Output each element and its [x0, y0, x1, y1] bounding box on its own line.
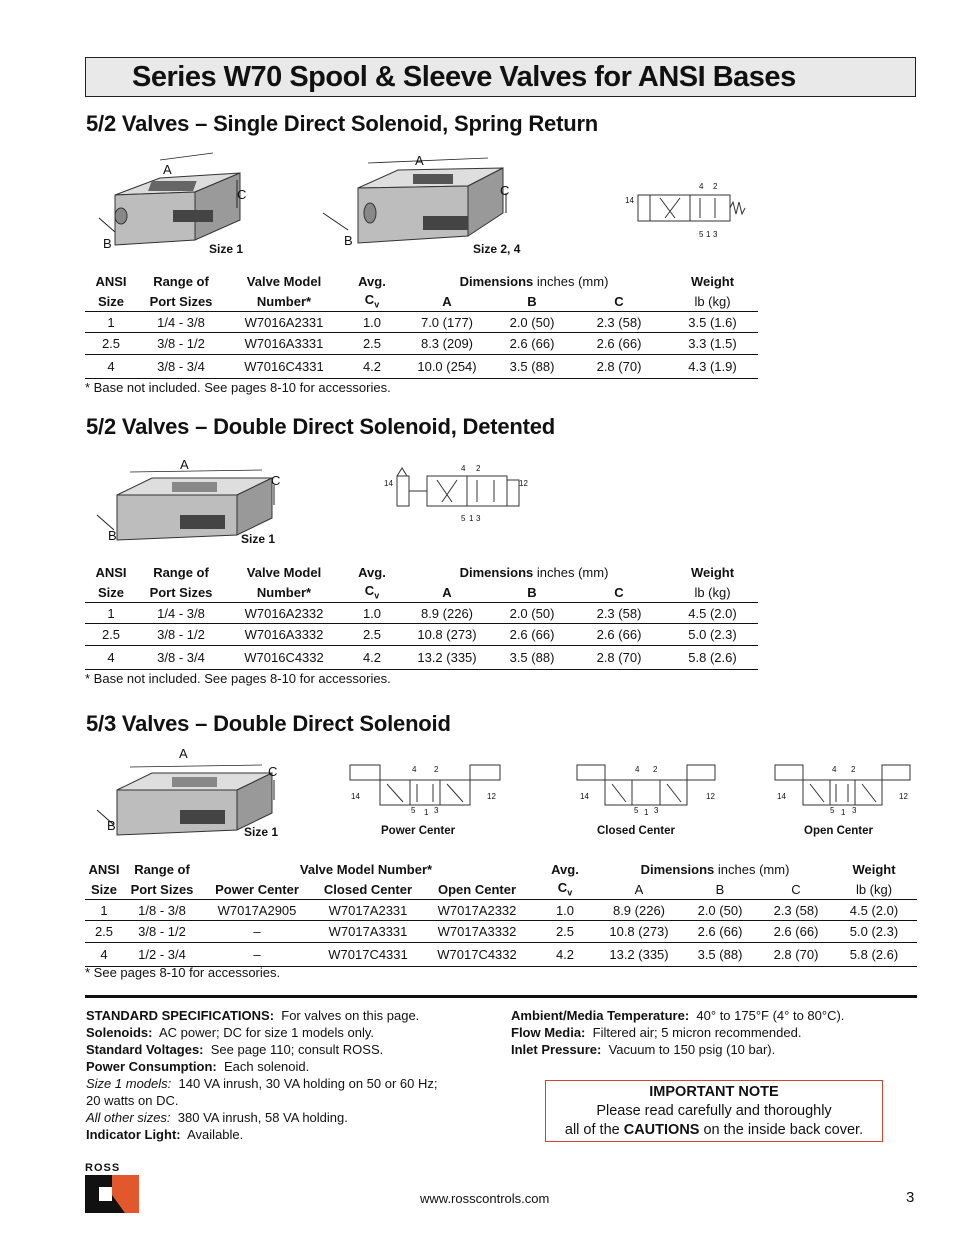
image-caption-size1: Size 1	[241, 532, 276, 546]
page-title: Series W70 Spool & Sleeve Valves for ANSI Bases	[132, 61, 796, 93]
standard-specifications	[86, 1007, 506, 1143]
spec-line: Standard Voltages: See page 110; consult ROSS.	[86, 1042, 384, 1057]
table-footnote: * Base not included. See pages 8-10 for accessories.	[85, 671, 391, 686]
th-open-center: Open Center	[437, 881, 516, 897]
spec-line: Solenoids: AC power; DC for size 1 models only.	[86, 1025, 375, 1040]
port-label: 3	[476, 514, 481, 523]
valve-symbol-single	[620, 178, 750, 238]
media-specifications	[511, 1007, 921, 1058]
th-range: Range of	[134, 861, 190, 877]
spec-line: Size 1 models: 140 VA inrush, 30 VA holding on 50 or 60 Hz;	[86, 1076, 438, 1091]
port-label: 3	[852, 806, 857, 815]
important-note-title: IMPORTANT NOTE	[649, 1084, 779, 1100]
th-model: Valve Model	[246, 564, 322, 580]
valve-table-double-detented	[85, 562, 758, 670]
valve-table-single-solenoid	[85, 271, 758, 379]
th-ansi-size: Size	[97, 293, 124, 309]
important-note-line1: Please read carefully and thoroughly	[596, 1103, 832, 1119]
th-number: Number*	[256, 293, 312, 309]
dim-label-c: C	[271, 473, 281, 488]
dim-label-b: B	[103, 236, 112, 251]
image-caption-size1: Size 1	[244, 825, 279, 839]
spec-line: All other sizes: 380 VA inrush, 58 VA holding.	[86, 1110, 348, 1125]
port-label: 12	[706, 792, 715, 801]
table-row: 1 1/8 - 3/8 W7017A2905 W7017A2331 W7017A2332 1.0 8.9 (226) 2.0 (50) 2.3 (58) 4.5 (2.0)	[85, 900, 917, 921]
th-model: Valve Model	[246, 273, 322, 289]
symbol-caption-open-center: Open Center	[804, 825, 874, 837]
port-label: 5	[699, 230, 704, 239]
th-weight-unit: lb (kg)	[694, 293, 731, 309]
th-weight: Weight	[852, 861, 896, 877]
table-row: 2.5 3/8 - 1/2 – W7017A3331 W7017A3332 2.5 10.8 (273) 2.6 (66) 2.6 (66) 5.0 (2.3)	[85, 921, 917, 943]
dim-label-c: C	[500, 183, 510, 198]
valve-symbol-power-center	[345, 760, 505, 815]
th-power-center: Power Center	[215, 881, 299, 897]
th-port-sizes: Port Sizes	[149, 584, 213, 600]
port-label: 5	[830, 806, 835, 815]
th-ansi-size: Size	[97, 584, 124, 600]
image-caption-size24: Size 2, 4	[473, 242, 521, 256]
valve-table-5-3	[85, 859, 917, 967]
th-dim-c: C	[614, 584, 624, 600]
th-dim-b: B	[527, 293, 537, 309]
port-label: 14	[777, 792, 786, 801]
th-weight: Weight	[690, 564, 735, 580]
th-ansi-size: Size	[90, 881, 117, 897]
th-range: Range of	[153, 273, 209, 289]
port-label: 1	[841, 808, 846, 817]
th-weight: Weight	[690, 273, 735, 289]
spec-line: Indicator Light: Available.	[86, 1127, 244, 1142]
dim-label-a: A	[180, 457, 189, 472]
port-label: 1	[469, 514, 474, 523]
th-avg: Avg.	[551, 861, 579, 877]
th-dim-b: B	[527, 584, 537, 600]
spec-line: Ambient/Media Temperature: 40° to 175°F (4° to 80°C).	[511, 1008, 845, 1023]
spec-line: Power Consumption: Each solenoid.	[86, 1059, 310, 1074]
th-ansi: ANSI	[95, 273, 127, 289]
dim-label-c: C	[237, 187, 247, 202]
valve-size1-drawing	[95, 150, 255, 255]
spec-line: 20 watts on DC.	[86, 1093, 179, 1108]
port-label: 2	[434, 765, 439, 774]
dim-label-a: A	[179, 746, 188, 761]
th-closed-center: Closed Center	[323, 881, 413, 897]
port-label: 3	[654, 806, 659, 815]
port-label: 14	[384, 479, 393, 488]
image-caption-size1: Size 1	[209, 242, 244, 256]
th-model-group: Valve Model Number*	[299, 861, 433, 877]
valve-symbol-open-center	[770, 760, 920, 815]
th-weight-unit: lb (kg)	[694, 584, 731, 600]
port-label: 3	[434, 806, 439, 815]
table-row: 4 3/8 - 3/4 W7016C4331 4.2 10.0 (254) 3.5 (88) 2.8 (70) 4.3 (1.9)	[85, 355, 758, 379]
important-note-box	[545, 1080, 883, 1142]
dim-label-c: C	[268, 764, 278, 779]
ross-logo	[85, 1163, 139, 1213]
port-label: 4	[832, 765, 837, 774]
port-label: 12	[519, 479, 528, 488]
th-dim-b: B	[715, 881, 725, 897]
spec-line: STANDARD SPECIFICATIONS: For valves on this page.	[86, 1008, 420, 1023]
port-label: 5	[634, 806, 639, 815]
port-label: 2	[476, 464, 481, 473]
port-label: 1	[424, 808, 429, 817]
section-heading-5-3-valves: 5/3 Valves – Double Direct Solenoid	[86, 711, 451, 736]
valve-symbol-double-detented	[382, 458, 532, 523]
dim-label-a: A	[163, 162, 172, 177]
th-dimensions: Dimensions inches (mm)	[640, 861, 790, 877]
th-port-sizes: Port Sizes	[149, 293, 213, 309]
spec-line: Inlet Pressure: Vacuum to 150 psig (10 bar).	[511, 1042, 776, 1057]
port-label: 14	[351, 792, 360, 801]
dim-label-b: B	[344, 233, 353, 248]
port-label: 1	[644, 808, 649, 817]
dim-label-b: B	[108, 528, 117, 543]
table-footnote: * Base not included. See pages 8-10 for accessories.	[85, 380, 391, 395]
th-dimensions: Dimensions inches (mm)	[459, 273, 609, 289]
port-label: 1	[706, 230, 711, 239]
th-number: Number*	[256, 584, 312, 600]
website-url[interactable]: www.rosscontrols.com	[420, 1191, 550, 1206]
th-dim-c: C	[791, 881, 801, 897]
symbol-caption-power-center: Power Center	[381, 825, 456, 837]
section-heading-double-detented: 5/2 Valves – Double Direct Solenoid, Detented	[86, 414, 556, 439]
port-label: 2	[851, 765, 856, 774]
table-row: 4 1/2 - 3/4 – W7017C4331 W7017C4332 4.2 13.2 (335) 3.5 (88) 2.8 (70) 5.8 (2.6)	[85, 943, 917, 967]
th-ansi: ANSI	[95, 564, 127, 580]
ross-logo-mark	[85, 1175, 139, 1213]
page-number: 3	[906, 1189, 915, 1206]
th-cv: $C_v$	[557, 880, 573, 898]
port-label: 5	[411, 806, 416, 815]
valve-symbol-closed-center	[572, 760, 722, 815]
dim-label-b: B	[107, 818, 116, 833]
port-label: 5	[461, 514, 466, 523]
port-label: 14	[580, 792, 589, 801]
dim-label-a: A	[415, 153, 424, 168]
th-cv: $C_v$	[364, 583, 380, 601]
th-ansi: ANSI	[88, 861, 120, 877]
th-range: Range of	[153, 564, 209, 580]
th-cv: $C_v$	[364, 292, 380, 310]
spec-line: Flow Media: Filtered air; 5 micron recommended.	[511, 1025, 802, 1040]
table-row: 1 1/4 - 3/8 W7016A2332 1.0 8.9 (226) 2.0 (50) 2.3 (58) 4.5 (2.0)	[85, 603, 758, 624]
table-row: 1 1/4 - 3/8 W7016A2331 1.0 7.0 (177) 2.0 (50) 2.3 (58) 3.5 (1.6)	[85, 312, 758, 333]
port-label: 3	[713, 230, 718, 239]
port-label: 4	[412, 765, 417, 774]
table-row: 4 3/8 - 3/4 W7016C4332 4.2 13.2 (335) 3.5 (88) 2.8 (70) 5.8 (2.6)	[85, 646, 758, 670]
th-port-sizes: Port Sizes	[130, 881, 194, 897]
th-dim-a: A	[442, 584, 452, 600]
table-footnote: * See pages 8-10 for accessories.	[85, 965, 281, 980]
page-title-box	[85, 57, 916, 97]
th-avg: Avg.	[358, 273, 386, 289]
table-row: 2.5 3/8 - 1/2 W7016A3331 2.5 8.3 (209) 2.6 (66) 2.6 (66) 3.3 (1.5)	[85, 333, 758, 355]
table-row: 2.5 3/8 - 1/2 W7016A3332 2.5 10.8 (273) 2.6 (66) 2.6 (66) 5.0 (2.3)	[85, 624, 758, 646]
th-avg: Avg.	[358, 564, 386, 580]
th-dim-a: A	[442, 293, 452, 309]
port-label: 4	[461, 464, 466, 473]
th-dimensions: Dimensions inches (mm)	[459, 564, 609, 580]
th-dim-c: C	[614, 293, 624, 309]
port-label: 14	[625, 196, 634, 205]
port-label: 12	[899, 792, 908, 801]
port-label: 2	[713, 182, 718, 191]
port-label: 4	[699, 182, 704, 191]
port-label: 12	[487, 792, 496, 801]
th-weight-unit: lb (kg)	[855, 881, 893, 897]
port-label: 4	[635, 765, 640, 774]
symbol-caption-closed-center: Closed Center	[597, 825, 675, 837]
port-label: 2	[653, 765, 658, 774]
ross-logo-text: ROSS	[85, 1162, 121, 1174]
divider	[85, 995, 917, 998]
th-dim-a: A	[634, 881, 644, 897]
section-heading-single-solenoid: 5/2 Valves – Single Direct Solenoid, Spring Return	[86, 111, 599, 136]
important-note-line2: all of the CAUTIONS on the inside back cover.	[564, 1122, 864, 1138]
